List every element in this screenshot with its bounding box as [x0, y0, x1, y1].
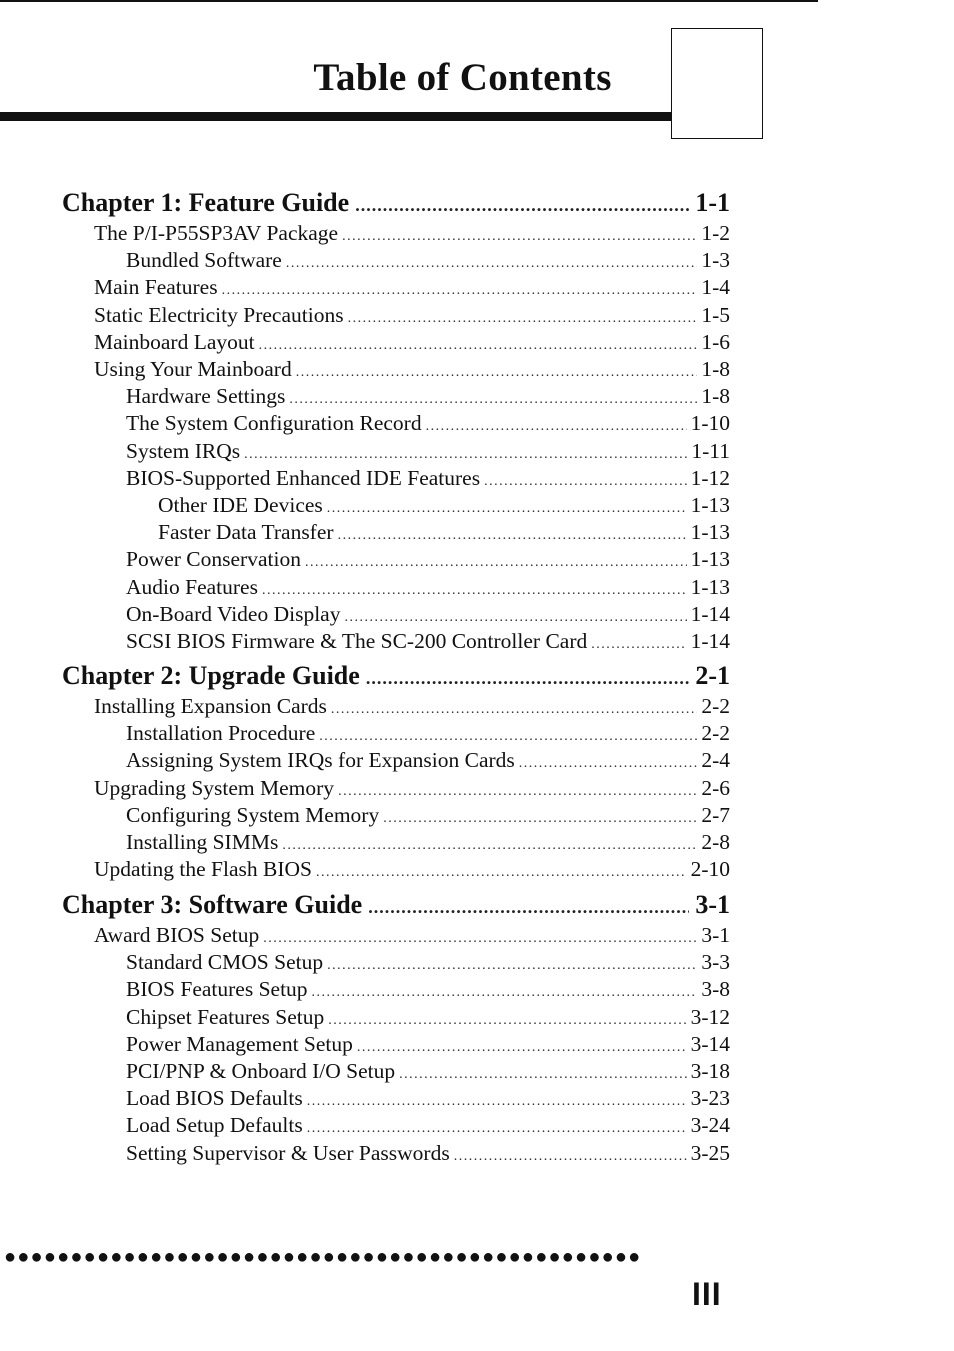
dot-leader — [305, 555, 687, 571]
toc-entry[interactable] — [126, 575, 730, 600]
toc-entry[interactable] — [126, 1113, 730, 1138]
toc-entry-label: Standard CMOS Setup — [126, 950, 324, 975]
toc-entry[interactable] — [94, 776, 730, 801]
dot-leader — [296, 365, 698, 381]
toc-entry-label: PCI/PNP & Onboard I/O Setup — [126, 1059, 396, 1083]
toc-entry-label: Chipset Features Setup — [126, 1004, 325, 1029]
toc-entry[interactable] — [94, 357, 730, 382]
toc-entry-page: 2-10 — [690, 857, 730, 882]
toc-entry-page: 1-3 — [701, 248, 730, 273]
toc-entry-page: 1-2 — [701, 221, 730, 245]
toc-entry-label: Using Your Mainboard — [94, 357, 292, 381]
toc-entry-page: 2-6 — [701, 775, 730, 800]
toc-entry-label: Faster Data Transfer — [158, 520, 334, 545]
toc-entry[interactable] — [158, 493, 730, 518]
toc-entry-label: Upgrading System Memory — [94, 775, 335, 800]
toc-entry-page: 2-4 — [701, 748, 730, 773]
dot-leader — [344, 610, 686, 626]
toc-entry-label: Installation Procedure — [126, 721, 316, 746]
toc-entry-label: BIOS-Supported Enhanced IDE Features — [126, 465, 481, 490]
toc-entry[interactable] — [94, 857, 730, 882]
footer-dot-rule — [4, 1249, 774, 1265]
toc-entry[interactable] — [126, 384, 730, 409]
toc-entry-page: 1-12 — [690, 465, 730, 490]
toc-entry[interactable] — [126, 721, 730, 746]
toc-entry-page: 2-1 — [695, 661, 730, 690]
dot-leader — [338, 528, 687, 544]
toc-entry-label: Load BIOS Defaults — [126, 1086, 303, 1111]
toc-entry-label: Power Management Setup — [126, 1031, 353, 1056]
toc-entry-page: 3-18 — [690, 1059, 730, 1083]
toc-entry-label: Audio Features — [126, 574, 258, 599]
dot-leader — [591, 637, 686, 653]
toc-entry-label: Setting Supervisor & User Passwords — [126, 1140, 450, 1165]
toc-entry-label: Mainboard Layout — [94, 329, 255, 354]
dot-leader — [383, 811, 697, 827]
toc-entry-label: Static Electricity Precautions — [94, 302, 344, 327]
dot-leader — [282, 838, 697, 854]
dot-leader — [399, 1067, 686, 1083]
toc-entry[interactable] — [94, 694, 730, 719]
toc-entry-page: 2-2 — [701, 694, 730, 718]
toc-entry[interactable] — [126, 830, 730, 855]
toc-entry-label: SCSI BIOS Firmware & The SC-200 Controller Card — [126, 629, 588, 653]
toc-entry-label: BIOS Features Setup — [126, 977, 308, 1002]
toc-entry-page: 1-13 — [690, 520, 730, 545]
toc-entry-page: 3-1 — [701, 923, 730, 947]
toc-entry[interactable] — [94, 275, 730, 300]
toc-entry-label: Assigning System IRQs for Expansion Cards — [126, 748, 515, 773]
toc-entry-label: Chapter 3: Software Guide — [62, 890, 363, 919]
toc-entry[interactable] — [126, 1059, 730, 1084]
dot-leader — [328, 1013, 686, 1029]
toc-entry-page: 1-5 — [701, 302, 730, 327]
dot-leader — [454, 1149, 687, 1165]
toc-entry-label: Hardware Settings — [126, 384, 286, 409]
toc-entry-label: Installing Expansion Cards — [94, 694, 327, 718]
toc-entry-page: 3-12 — [690, 1004, 730, 1029]
toc-entry[interactable] — [126, 602, 730, 627]
toc-entry[interactable] — [126, 1141, 730, 1166]
toc-entry-label: Chapter 2: Upgrade Guide — [62, 661, 360, 690]
dot-leader — [366, 668, 690, 689]
toc-entry[interactable] — [126, 547, 730, 572]
toc-entry-label: Main Features — [94, 275, 218, 300]
dot-leader — [327, 501, 687, 517]
toc-entry-page: 2-7 — [701, 802, 730, 827]
page-number: III — [692, 1276, 722, 1312]
toc-entry-page: 1-10 — [690, 411, 730, 436]
toc-entry[interactable] — [94, 303, 730, 328]
toc-entry[interactable] — [126, 411, 730, 436]
toc-entry-page: 1-14 — [690, 629, 730, 653]
toc-entry-label: Bundled Software — [126, 248, 282, 273]
toc-entry[interactable] — [158, 520, 730, 545]
toc-entry-label: Power Conservation — [126, 547, 301, 572]
toc-entry-page: 1-13 — [690, 547, 730, 572]
toc-entry-label: On-Board Video Display — [126, 601, 341, 626]
dot-leader — [368, 897, 689, 918]
toc-entry[interactable] — [126, 803, 730, 828]
toc-entry-label: Load Setup Defaults — [126, 1113, 303, 1138]
dot-leader — [289, 392, 697, 408]
toc-entry-page: 3-25 — [690, 1140, 730, 1165]
toc-entry[interactable] — [126, 950, 730, 975]
dot-leader — [263, 931, 697, 947]
toc-entry-page: 2-8 — [701, 830, 730, 854]
page-title: Table of Contents — [313, 56, 612, 99]
toc-entry-page: 1-8 — [701, 384, 730, 409]
toc-entry-page: 1-13 — [690, 574, 730, 599]
toc-entry-label: The System Configuration Record — [126, 411, 422, 436]
dot-leader — [312, 985, 698, 1001]
toc-entry-page: 1-14 — [690, 601, 730, 626]
toc-entry[interactable] — [126, 629, 730, 654]
toc-entry-label: Installing SIMMs — [126, 830, 279, 854]
toc-entry-page: 1-6 — [701, 329, 730, 354]
toc-entry[interactable] — [126, 1005, 730, 1030]
toc-entry[interactable] — [126, 1086, 730, 1111]
dot-leader — [342, 229, 697, 245]
dot-leader — [357, 1040, 687, 1056]
dot-leader — [286, 256, 697, 272]
dot-leader — [426, 419, 687, 435]
toc-entry[interactable] — [94, 330, 730, 355]
toc-chapter-entry[interactable] — [62, 661, 730, 691]
dot-leader — [307, 1094, 687, 1110]
dot-leader — [348, 311, 698, 327]
toc-entry-label: Award BIOS Setup — [94, 923, 260, 947]
dot-leader — [307, 1121, 687, 1137]
toc-chapter-entry[interactable] — [62, 188, 730, 218]
toc-entry-page: 3-24 — [690, 1113, 730, 1138]
dot-leader — [244, 447, 687, 463]
toc-entry[interactable] — [126, 748, 730, 773]
toc-entry-page: 1-13 — [690, 493, 730, 517]
toc-entry[interactable] — [94, 221, 730, 246]
dot-leader — [484, 474, 687, 490]
toc-entry-page: 2-2 — [701, 721, 730, 746]
toc-entry-label: Updating the Flash BIOS — [94, 857, 312, 882]
toc-entry-page: 1-4 — [701, 275, 730, 300]
toc-entry-page: 3-1 — [695, 890, 730, 919]
dot-leader — [519, 756, 698, 772]
toc-entry-page: 1-1 — [695, 188, 730, 217]
dot-leader — [331, 702, 697, 718]
toc-entry-page: 3-14 — [690, 1031, 730, 1056]
toc-entry[interactable] — [126, 1032, 730, 1057]
toc-entry-page: 3-8 — [701, 977, 730, 1002]
toc-entry-label: Configuring System Memory — [126, 802, 380, 827]
toc-entry-page: 3-3 — [701, 950, 730, 975]
toc-entry-label: Other IDE Devices — [158, 493, 323, 517]
toc-entry[interactable] — [126, 439, 730, 464]
toc-entry-label: The P/I-P55SP3AV Package — [94, 221, 339, 245]
toc-entry-label: System IRQs — [126, 438, 241, 463]
dot-leader — [262, 583, 687, 599]
dot-leader — [259, 338, 698, 354]
dot-leader — [316, 865, 687, 881]
toc-entry[interactable] — [126, 466, 730, 491]
toc-entry[interactable] — [94, 923, 730, 948]
dot-leader — [222, 283, 698, 299]
dot-leader — [319, 729, 697, 745]
toc-entry-page: 3-23 — [690, 1086, 730, 1111]
toc-entry[interactable] — [126, 977, 730, 1002]
dot-leader — [327, 958, 697, 974]
toc-entry-page: 1-11 — [691, 438, 730, 463]
toc-chapter-entry[interactable] — [62, 890, 730, 920]
toc-entry[interactable] — [126, 248, 730, 273]
toc-entry-label: Chapter 1: Feature Guide — [62, 188, 350, 217]
dot-leader — [338, 784, 697, 800]
dot-leader — [355, 195, 689, 216]
toc-entry-page: 1-8 — [701, 357, 730, 381]
